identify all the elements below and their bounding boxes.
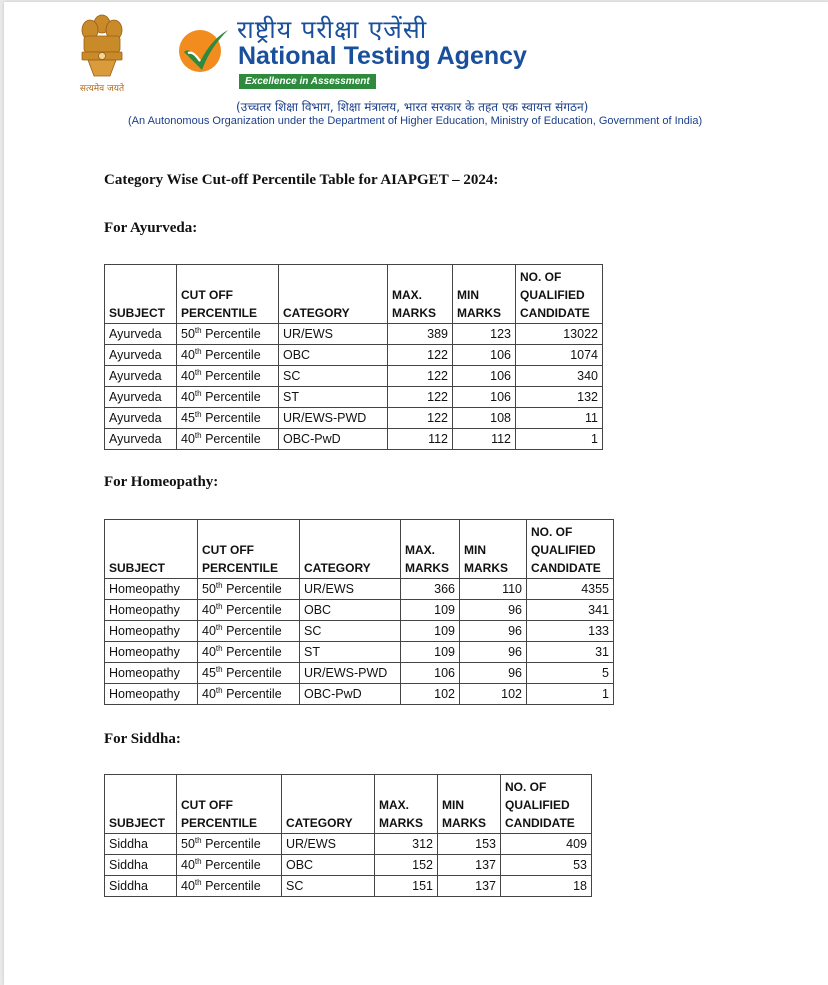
cell-min-marks: 96 xyxy=(460,600,527,621)
cell-min-marks: 123 xyxy=(453,324,516,345)
header-qualified-candidate: NO. OF QUALIFIED CANDIDATE xyxy=(516,265,603,324)
header-subject: SUBJECT xyxy=(105,265,177,324)
table-siddha xyxy=(104,774,592,897)
cell-subject: Homeopathy xyxy=(105,642,198,663)
cell-subject: Siddha xyxy=(105,855,177,876)
cell-max-marks: 109 xyxy=(401,600,460,621)
cell-qualified: 4355 xyxy=(527,579,614,600)
table-row xyxy=(105,621,614,642)
cell-percentile: 40th Percentile xyxy=(177,876,282,897)
header-min-marks: MIN MARKS xyxy=(453,265,516,324)
cell-percentile: 40th Percentile xyxy=(177,387,279,408)
cell-max-marks: 122 xyxy=(388,387,453,408)
table-header-row xyxy=(105,265,603,324)
cell-qualified: 5 xyxy=(527,663,614,684)
cell-category: OBC xyxy=(300,600,401,621)
cell-min-marks: 102 xyxy=(460,684,527,705)
table-row xyxy=(105,579,614,600)
agency-tagline: Excellence in Assessment xyxy=(239,74,376,89)
header-subject: SUBJECT xyxy=(105,520,198,579)
table-header-row xyxy=(105,775,592,834)
cell-category: OBC-PwD xyxy=(300,684,401,705)
cell-qualified: 1 xyxy=(527,684,614,705)
header-qualified-candidate: NO. OF QUALIFIED CANDIDATE xyxy=(501,775,592,834)
cell-percentile: 50th Percentile xyxy=(198,579,300,600)
cell-qualified: 133 xyxy=(527,621,614,642)
cell-subject: Ayurveda xyxy=(105,387,177,408)
cell-category: OBC xyxy=(279,345,388,366)
cell-percentile: 40th Percentile xyxy=(177,429,279,450)
header-qualified-candidate: NO. OF QUALIFIED CANDIDATE xyxy=(527,520,614,579)
cell-max-marks: 102 xyxy=(401,684,460,705)
cell-category: UR/EWS-PWD xyxy=(300,663,401,684)
cell-percentile: 40th Percentile xyxy=(177,855,282,876)
cell-category: SC xyxy=(279,366,388,387)
section-heading-ayurveda: For Ayurveda: xyxy=(104,220,198,236)
header-cutoff-percentile: CUT OFF PERCENTILE xyxy=(177,265,279,324)
cell-category: UR/EWS xyxy=(300,579,401,600)
cell-percentile: 45th Percentile xyxy=(177,408,279,429)
header-cutoff-percentile: CUT OFF PERCENTILE xyxy=(198,520,300,579)
cell-subject: Homeopathy xyxy=(105,579,198,600)
table-row xyxy=(105,387,603,408)
section-heading-homeopathy: For Homeopathy: xyxy=(104,474,219,490)
cell-subject: Homeopathy xyxy=(105,684,198,705)
cell-min-marks: 96 xyxy=(460,621,527,642)
cell-min-marks: 96 xyxy=(460,663,527,684)
cell-qualified: 409 xyxy=(501,834,592,855)
cell-subject: Siddha xyxy=(105,876,177,897)
cell-max-marks: 106 xyxy=(401,663,460,684)
cell-category: UR/EWS-PWD xyxy=(279,408,388,429)
table-row xyxy=(105,366,603,387)
header-min-marks: MIN MARKS xyxy=(438,775,501,834)
table-row xyxy=(105,345,603,366)
cell-qualified: 132 xyxy=(516,387,603,408)
cell-max-marks: 109 xyxy=(401,621,460,642)
header-min-marks: MIN MARKS xyxy=(460,520,527,579)
cell-category: SC xyxy=(300,621,401,642)
cell-subject: Ayurveda xyxy=(105,429,177,450)
lion-capital-icon xyxy=(70,10,134,80)
cell-qualified: 1 xyxy=(516,429,603,450)
cell-min-marks: 108 xyxy=(453,408,516,429)
cell-max-marks: 312 xyxy=(375,834,438,855)
cell-percentile: 40th Percentile xyxy=(198,621,300,642)
cell-percentile: 50th Percentile xyxy=(177,324,279,345)
header-category: CATEGORY xyxy=(279,265,388,324)
table-row xyxy=(105,663,614,684)
table-row xyxy=(105,684,614,705)
cell-percentile: 40th Percentile xyxy=(177,366,279,387)
cell-percentile: 45th Percentile xyxy=(198,663,300,684)
national-emblem xyxy=(70,10,134,94)
cell-subject: Ayurveda xyxy=(105,366,177,387)
table-row xyxy=(105,429,603,450)
cell-subject: Ayurveda xyxy=(105,408,177,429)
cell-qualified: 1074 xyxy=(516,345,603,366)
hindi-agency-title: राष्ट्रीय परीक्षा एजेंसी xyxy=(237,15,428,44)
cell-category: SC xyxy=(282,876,375,897)
cell-qualified: 341 xyxy=(527,600,614,621)
cell-max-marks: 122 xyxy=(388,345,453,366)
cell-qualified: 18 xyxy=(501,876,592,897)
cell-category: ST xyxy=(279,387,388,408)
cell-subject: Homeopathy xyxy=(105,621,198,642)
cell-min-marks: 137 xyxy=(438,876,501,897)
cell-qualified: 340 xyxy=(516,366,603,387)
cell-subject: Ayurveda xyxy=(105,345,177,366)
table-row xyxy=(105,642,614,663)
cell-max-marks: 109 xyxy=(401,642,460,663)
cell-subject: Ayurveda xyxy=(105,324,177,345)
table-row xyxy=(105,600,614,621)
header-cutoff-percentile: CUT OFF PERCENTILE xyxy=(177,775,282,834)
cell-qualified: 11 xyxy=(516,408,603,429)
cell-qualified: 31 xyxy=(527,642,614,663)
cell-qualified: 53 xyxy=(501,855,592,876)
cell-min-marks: 96 xyxy=(460,642,527,663)
cell-percentile: 50th Percentile xyxy=(177,834,282,855)
cell-subject: Siddha xyxy=(105,834,177,855)
header-max-marks: MAX. MARKS xyxy=(375,775,438,834)
cell-percentile: 40th Percentile xyxy=(198,684,300,705)
section-heading-siddha: For Siddha: xyxy=(104,731,181,747)
cell-min-marks: 106 xyxy=(453,345,516,366)
emblem-motto: सत्यमेव जयते xyxy=(79,84,125,94)
cell-min-marks: 110 xyxy=(460,579,527,600)
cell-percentile: 40th Percentile xyxy=(177,345,279,366)
nta-checkmark-logo-icon xyxy=(174,26,230,74)
cell-percentile: 40th Percentile xyxy=(198,600,300,621)
cell-min-marks: 137 xyxy=(438,855,501,876)
cell-max-marks: 366 xyxy=(401,579,460,600)
cell-subject: Homeopathy xyxy=(105,600,198,621)
cell-percentile: 40th Percentile xyxy=(198,642,300,663)
cell-min-marks: 106 xyxy=(453,387,516,408)
cell-max-marks: 151 xyxy=(375,876,438,897)
table-row xyxy=(105,834,592,855)
header-max-marks: MAX. MARKS xyxy=(388,265,453,324)
cell-max-marks: 122 xyxy=(388,408,453,429)
document-heading: Category Wise Cut-off Percentile Table for AIAPGET – 2024: xyxy=(104,172,499,188)
header-category: CATEGORY xyxy=(282,775,375,834)
cell-category: UR/EWS xyxy=(282,834,375,855)
cell-max-marks: 389 xyxy=(388,324,453,345)
table-row xyxy=(105,876,592,897)
table-row xyxy=(105,855,592,876)
english-agency-title: National Testing Agency xyxy=(238,42,527,70)
cell-min-marks: 106 xyxy=(453,366,516,387)
table-homeopathy xyxy=(104,519,614,705)
cell-category: UR/EWS xyxy=(279,324,388,345)
cell-subject: Homeopathy xyxy=(105,663,198,684)
table-row xyxy=(105,324,603,345)
document-page xyxy=(4,2,828,985)
table-ayurveda xyxy=(104,264,603,450)
table-header-row xyxy=(105,520,614,579)
cell-category: OBC xyxy=(282,855,375,876)
hindi-subtitle: (उच्चतर शिक्षा विभाग, शिक्षा मंत्रालय, भारत सरकार के तहत एक स्वायत्त संगठन) xyxy=(236,100,589,114)
header-category: CATEGORY xyxy=(300,520,401,579)
cell-qualified: 13022 xyxy=(516,324,603,345)
header-max-marks: MAX. MARKS xyxy=(401,520,460,579)
cell-max-marks: 122 xyxy=(388,366,453,387)
cell-category: ST xyxy=(300,642,401,663)
header-subject: SUBJECT xyxy=(105,775,177,834)
cell-min-marks: 153 xyxy=(438,834,501,855)
table-row xyxy=(105,408,603,429)
cell-max-marks: 152 xyxy=(375,855,438,876)
english-subtitle: (An Autonomous Organization under the Department of Higher Education, Ministry of Education, Government of India) xyxy=(128,115,703,127)
cell-category: OBC-PwD xyxy=(279,429,388,450)
cell-max-marks: 112 xyxy=(388,429,453,450)
cell-min-marks: 112 xyxy=(453,429,516,450)
